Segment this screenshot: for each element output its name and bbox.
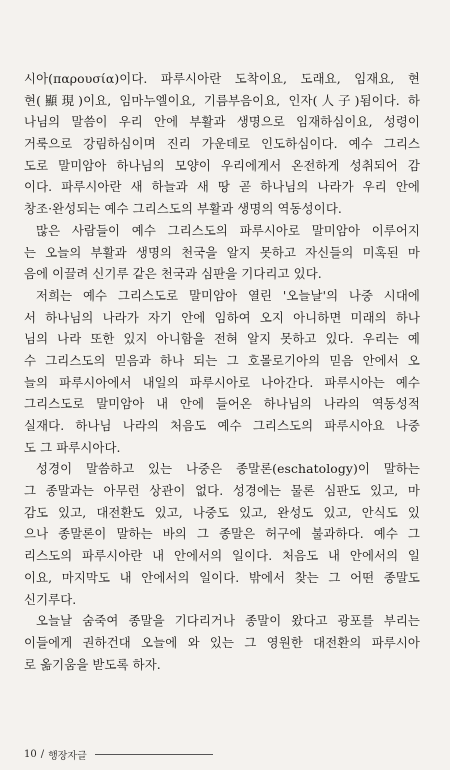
footer-separator: / [40,749,45,760]
text-line: 수 그리스도의 믿음과 하나 되는 그 호몰로기아의 믿음 안에서 오 [24,352,420,368]
page-footer [24,747,213,762]
text-line: 거룩으로 강림하심이며 진리 가운데로 인도하심이다. 예수 그리스 [24,136,420,152]
text-line: 늘의 파루시아에서 내일의 파루시아로 나아간다. 파루시아는 예수 [24,374,420,390]
text-line: 도 그 파루시아다. [24,439,121,455]
text-line: 이들에게 권하건대 오늘에 와 있는 그 영원한 대전환의 파루시아 [24,634,420,650]
text-line: 이다. 파루시아란 새 하늘과 새 땅 곧 하나님의 나라가 우리 안에 [24,179,420,195]
text-line: 그리스도로 말미암아 내 안에 들어온 하나님의 나라의 역동성적 [24,396,420,412]
text-line: 현(顯現)이요, 임마누엘이요, 기름부음이요, 인자(人子)됨이다. 하 [24,92,420,108]
text-line: 이요, 마지막도 내 안에서의 일이다. 밖에서 찾는 그 어떤 종말도 [24,569,420,585]
text-line: 그 종말과는 아무런 상관이 없다. 성경에는 물론 심판도 있고, 마 [24,483,420,499]
text-line: 리스도의 파루시아란 내 안에서의 일이다. 처음도 내 안에서의 일 [24,548,420,564]
text-line: 는 오늘의 부활과 생명의 천국을 알지 못하고 자신들의 미혹된 마 [24,244,420,260]
text-line: 나님의 말씀이 우리 안에 부활과 생명으로 임재하심이요, 성령이 [24,114,420,130]
text-line: 신기루다. [24,591,77,607]
page-number: 10 [24,749,37,760]
text-line: 님의 나라 또한 있지 아니함을 전혀 알지 못하고 있다. 우리는 예 [24,331,420,347]
text-line: 많은 사람들이 예수 그리스도의 파루시아로 말미암아 이루어지 [36,222,420,238]
text-line: 창조·완성되는 예수 그리스도의 부활과 생명의 역동성이다. [24,201,342,217]
text-line: 감도 있고, 대전환도 있고, 나중도 있고, 완성도 있고, 안식도 있 [24,504,420,520]
text-line: 저희는 예수 그리스도로 말미암아 열린 '오늘날'의 나중 시대에 [36,287,420,303]
text-line: 으나 종말론이 말하는 바의 그 종말은 허구에 불과하다. 예수 그 [24,526,420,542]
body-text [24,68,420,675]
text-line: 서 하나님의 나라가 자기 안에 임하여 오지 아니하면 미래의 하나 [24,309,420,325]
text-line: 로 옮기움을 받도록 하자. [24,656,161,672]
text-line: 오늘날 숨죽여 종말을 기다리거나 종말이 왔다고 광포를 부리는 [36,613,420,629]
text-line: 실재다. 하나님 나라의 처음도 예수 그리스도의 파루시아요 나중 [24,418,420,433]
text-line: 시아(παρουσία)이다. 파루시아란 도착이요, 도래요, 임재요, 현 [24,71,420,86]
text-line: 도로 말미암아 하나님의 모양이 우리에게서 온전하게 성취되어 감 [24,157,420,173]
text-line: 음에 이끌려 신기루 같은 천국과 심판을 기다리고 있다. [24,266,322,282]
footer-rule [95,754,213,755]
book-title: 행장자글 [48,751,87,762]
text-line: 성경이 말씀하고 있는 나중은 종말론(eschatology)이 말하는 [36,461,420,477]
